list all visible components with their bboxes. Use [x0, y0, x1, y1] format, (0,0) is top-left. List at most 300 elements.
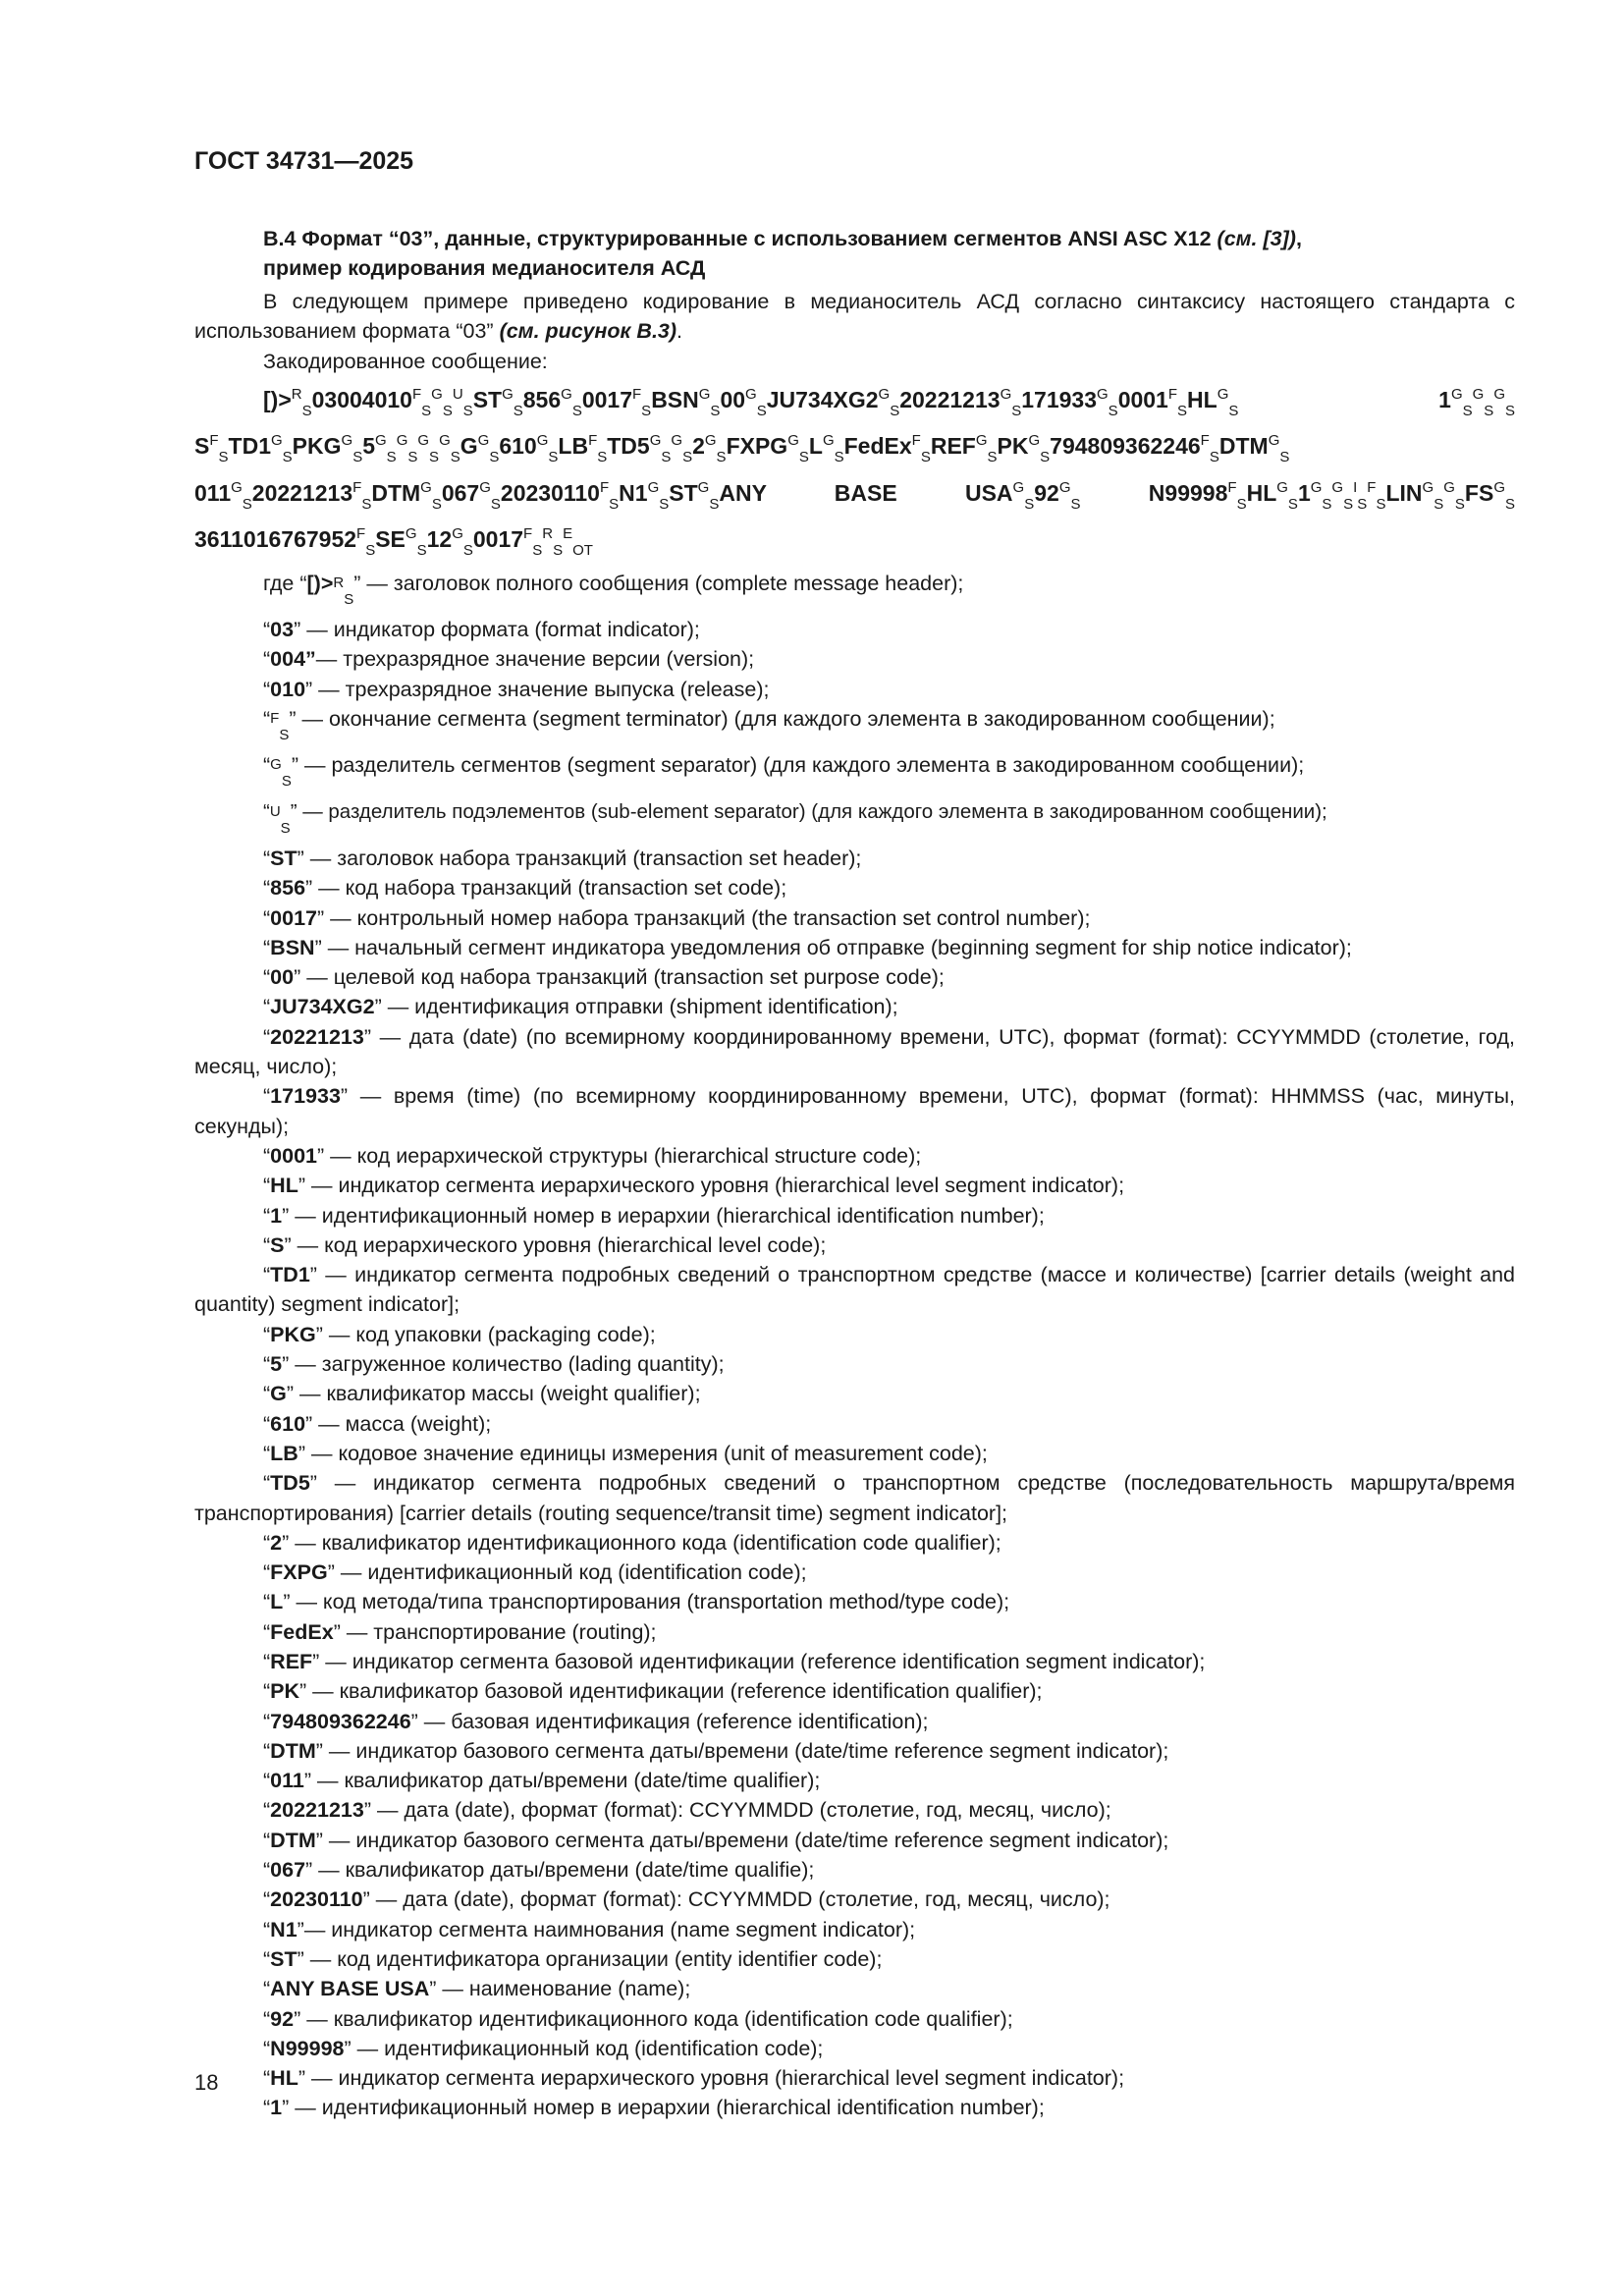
control-char-sub: S — [1209, 449, 1219, 466]
definition-code: N1 — [270, 1917, 298, 1941]
definition-code: 20221213 — [270, 1024, 364, 1049]
definition-item — [194, 1439, 1515, 1468]
definition-item — [194, 1944, 1515, 1974]
control-char-fs — [911, 432, 931, 466]
definition-open-quote: “ — [263, 2066, 271, 2091]
control-char-sub: S — [571, 402, 582, 419]
definition-item — [194, 1141, 1515, 1171]
definition-open-quote: “ — [263, 677, 271, 701]
control-char-sup: G — [745, 385, 757, 403]
control-char-sub: S — [1504, 402, 1515, 419]
encoded-token: 1 — [1297, 479, 1311, 506]
encoded-token: 20221213 — [251, 479, 353, 506]
definition-text: ” — индикатор сегмента иерархического уровня (hierarchical level segment indicator); — [298, 1174, 1125, 1198]
control-char-sub: S — [609, 495, 620, 513]
definition-item — [194, 1379, 1515, 1408]
control-char-sub: S — [1070, 495, 1081, 513]
definition-open-quote: “ — [263, 1174, 271, 1198]
control-char-sup: U — [269, 802, 281, 820]
definition-code: 00 — [270, 965, 295, 990]
control-char-sub: S — [834, 449, 844, 466]
control-char-sub: S — [281, 773, 292, 791]
control-char-sub: S — [1357, 495, 1368, 513]
section-title — [194, 224, 1515, 283]
encoded-token: 0001 — [1117, 386, 1168, 412]
definition-item — [194, 1468, 1515, 1528]
control-char-sub: S — [1322, 495, 1332, 513]
control-char-sup: G — [439, 432, 451, 450]
encoded-label: Закодированное сообщение: — [263, 349, 548, 373]
definition-text: ” — контрольный номер набора транзакций (the transaction set control number); — [317, 905, 1091, 930]
encoded-token: FedEx — [843, 433, 912, 460]
encoded-token: TD1 — [228, 433, 271, 460]
control-char-is — [1353, 478, 1368, 513]
control-char-gs — [417, 432, 440, 466]
control-char-sup: G — [647, 478, 660, 496]
control-char-sub: S — [386, 449, 397, 466]
control-char-sub: S — [987, 449, 998, 466]
control-char-sup: G — [822, 432, 835, 450]
definition-item — [194, 962, 1515, 992]
control-char-sup: F — [411, 385, 422, 403]
control-char-sub: S — [1236, 495, 1247, 513]
definition-text: ” — идентификационный номер в иерархии (hierarchical identification number); — [282, 2096, 1045, 2120]
definition-item — [194, 1201, 1515, 1230]
definition-text: ” — код метода/типа транспортирования (transportation method/type code); — [283, 1590, 1010, 1614]
control-char-sup: G — [536, 432, 549, 450]
definition-text: ” — время (time) (по всемирному координированному времени, UTC), формат (format): HHMMSS (час, минуты, секунды); — [194, 1084, 1515, 1138]
definition-text: ” — трехразрядное значение выпуска (release); — [305, 677, 770, 701]
definition-open-quote: “ — [263, 1679, 271, 1704]
definition-item — [194, 1707, 1515, 1736]
encoded-token: BSN — [651, 386, 699, 412]
definition-text: ” — индикатор формата (format indicator); — [294, 618, 700, 642]
control-char-gs — [502, 385, 523, 419]
definition-item — [194, 1766, 1515, 1795]
encoded-token: 011 — [194, 479, 232, 506]
definition-item — [194, 750, 1515, 796]
definition-open-quote: “ — [263, 1858, 271, 1883]
definition-code: 92 — [270, 2006, 295, 2031]
definition-open-quote: “ — [263, 1024, 271, 1049]
definition-code: HL — [270, 2066, 298, 2091]
definition-open-quote: “ — [263, 876, 271, 901]
definition-item — [194, 1349, 1515, 1379]
definition-text: ” — наименование (name); — [429, 1977, 691, 2001]
definition-item — [194, 615, 1515, 644]
definition-text: ” — идентификация отправки (shipment identification); — [374, 995, 898, 1019]
control-char-gs — [439, 432, 460, 466]
control-char-gs — [561, 385, 582, 419]
definition-open-quote: “ — [263, 1649, 271, 1673]
control-char-sub: S — [421, 402, 432, 419]
control-char-sub: S — [682, 449, 693, 466]
control-char-sup: G — [1028, 432, 1041, 450]
control-char-sup: G — [341, 432, 353, 450]
encoded-token: LIN — [1385, 479, 1423, 506]
intro-ref: (см. рисунок В.3) — [499, 319, 677, 344]
definition-text: ” — дата (date), формат (format): CCYYMMDD (столетие, год, месяц, число); — [363, 1798, 1111, 1823]
encoded-line-4 — [194, 519, 1515, 567]
definition-text: ” — код набора транзакций (transaction set code); — [305, 876, 787, 901]
encoded-token: 03004010 — [311, 386, 412, 412]
control-char-sup: G — [431, 385, 443, 403]
definition-item — [194, 844, 1515, 873]
definition-open-quote: “ — [263, 846, 271, 870]
definition-item — [194, 1022, 1515, 1082]
definition-text: ” — масса (weight); — [305, 1411, 492, 1436]
definition-code: HL — [270, 1174, 298, 1198]
definition-code: 20221213 — [270, 1798, 364, 1823]
control-char-sup: G — [1493, 385, 1505, 403]
control-char-sup: G — [1331, 478, 1344, 496]
definition-text: ” — индикатор сегмента подробных сведений о транспортном средстве (последовательность маршрута/время транспортирования) [carrier details (routing sequence/transit time) segment indicator]; — [194, 1471, 1515, 1525]
definition-code: 1 — [270, 2096, 283, 2120]
encoded-message — [194, 380, 1515, 567]
control-char-gs — [787, 432, 809, 466]
control-char-sup: F — [588, 432, 598, 450]
control-char-sub: S — [548, 449, 559, 466]
definition-open-quote: “ — [263, 1560, 271, 1585]
control-char-sup: G — [1276, 478, 1288, 496]
section-title-comma: , — [1295, 227, 1302, 250]
control-char-rs — [291, 385, 312, 419]
definition-open-quote: “ — [263, 799, 270, 823]
definition-code: G — [270, 1382, 287, 1406]
control-char-sub: S — [1108, 402, 1118, 419]
definition-text: ” — код упаковки (packaging code); — [315, 1322, 656, 1346]
control-char-sub: S — [513, 402, 523, 419]
control-char-sub: S — [442, 402, 453, 419]
definition-open-quote: “ — [263, 1709, 271, 1733]
control-char-sup: F — [599, 478, 610, 496]
definition-text: ” — квалификатор идентификационного кода (identification code qualifier); — [282, 1530, 1001, 1555]
control-char-sup: G — [1443, 478, 1455, 496]
control-char-sub: S — [361, 495, 372, 513]
encoded-token: DTM — [371, 479, 421, 506]
definition-open-quote: “ — [263, 1917, 271, 1941]
encoded-token: FXPG — [726, 433, 788, 460]
definition-text: ” — дата (date) (по всемирному координированному времени, UTC), формат (format): CCYYMMDD (столетие, год, месяц, число); — [194, 1024, 1515, 1079]
control-char-fs — [270, 704, 289, 750]
control-char-gs — [1217, 385, 1239, 419]
control-char-sub: S — [1287, 495, 1298, 513]
control-char-gs — [1058, 478, 1081, 513]
definition-item — [194, 1885, 1515, 1914]
control-char-sub: S — [661, 449, 672, 466]
definition-item — [194, 1617, 1515, 1647]
control-char-sup: G — [1493, 478, 1505, 496]
control-char-gs — [1422, 478, 1444, 513]
control-char-gs — [975, 432, 998, 466]
definition-code: 171933 — [270, 1084, 341, 1109]
control-char-sub: S — [1040, 449, 1051, 466]
definition-open-quote: “ — [263, 1977, 271, 2001]
definition-code: 03 — [270, 618, 295, 642]
control-char-sub: S — [242, 495, 252, 513]
definition-code: DTM — [270, 1828, 316, 1852]
definition-open-quote: “ — [263, 1619, 271, 1644]
definition-item — [194, 1320, 1515, 1349]
definition-open-quote: “ — [263, 1769, 271, 1793]
control-char-sup: U — [452, 385, 463, 403]
control-char-gs — [671, 432, 693, 466]
control-char-sub2: T — [583, 542, 593, 560]
control-char-sub: S — [1177, 402, 1188, 419]
control-char-sup: G — [1000, 385, 1012, 403]
definition-open-quote: “ — [263, 1946, 271, 1971]
definition-code: 1 — [270, 1203, 283, 1228]
control-char-gs — [420, 478, 442, 513]
definition-item — [194, 903, 1515, 933]
control-char-sup: R — [291, 385, 302, 403]
control-char-sub: S — [716, 449, 727, 466]
definition-text: — трехразрядное значение версии (version); — [315, 647, 755, 672]
definition-code: 610 — [270, 1411, 306, 1436]
control-char-us — [452, 385, 473, 419]
definition-code: PK — [270, 1679, 300, 1704]
control-char-sub: S — [756, 402, 767, 419]
definition-item — [194, 933, 1515, 962]
control-char-sub: S — [280, 819, 291, 837]
definition-text: ” — индикатор сегмента иерархического уровня (hierarchical level segment indicator); — [298, 2066, 1125, 2091]
definition-open-quote: “ — [263, 753, 271, 778]
control-char-gs — [704, 432, 727, 466]
control-char-gs — [1493, 478, 1515, 513]
definition-open-quote: “ — [263, 707, 271, 732]
definition-item — [194, 2093, 1515, 2122]
control-char-sup: G — [698, 385, 711, 403]
control-char-sub: S — [462, 542, 473, 560]
control-char-sub: S — [416, 542, 427, 560]
control-char-sup: G — [452, 525, 463, 543]
control-char-sup: G — [502, 385, 514, 403]
control-char-sup: G — [405, 525, 417, 543]
control-char-sub: S — [431, 495, 442, 513]
definition-item — [194, 1081, 1515, 1141]
control-char-sup: G — [1472, 385, 1485, 403]
control-char-sup: G — [1097, 385, 1109, 403]
control-char-sup: G — [270, 432, 283, 450]
control-char-sub: S — [218, 449, 229, 466]
control-char-us — [270, 797, 291, 844]
encoded-token: L — [808, 433, 823, 460]
encoded-line-1 — [194, 380, 1515, 427]
intro-text: В следующем примере приведено кодирование в медианоситель АСД согласно синтаксису настоящего стандарта с использованием формата “03” — [194, 290, 1515, 344]
encoded-token: 20221213 — [899, 386, 1001, 412]
control-char-gs — [405, 525, 427, 560]
control-char-gs — [1472, 385, 1494, 419]
definition-item — [194, 1230, 1515, 1260]
definition-text: ” — квалификатор даты/времени (date/time qualifie); — [305, 1858, 815, 1883]
encoded-token: ST — [472, 386, 503, 412]
control-char-fs — [1227, 478, 1247, 513]
definition-code: 2 — [270, 1530, 283, 1555]
control-char-fs — [1200, 432, 1219, 466]
control-char-sup: G — [1217, 385, 1229, 403]
control-char-gs — [1310, 478, 1332, 513]
control-char-sup: G — [561, 385, 572, 403]
control-char-sub: S — [641, 402, 652, 419]
control-char-sup: F — [270, 710, 280, 728]
control-char-sup: G — [1012, 478, 1025, 496]
definition-open-quote: “ — [263, 1352, 271, 1377]
control-char-sup: R — [333, 574, 345, 591]
control-char-sup: G — [1310, 478, 1323, 496]
control-char-sup: G — [420, 478, 432, 496]
encoded-token: 0017 — [581, 386, 632, 412]
encoded-token: 5 — [362, 433, 375, 460]
control-char-sup: F — [356, 525, 366, 543]
definition-item — [194, 1260, 1515, 1320]
control-char-sup: F — [523, 525, 533, 543]
encoded-token: REF — [930, 433, 976, 460]
control-char-gs — [477, 432, 500, 466]
definition-text: ” — заголовок полного сообщения (complete message header); — [353, 571, 964, 595]
definition-item — [194, 2004, 1515, 2034]
control-char-sup: G — [975, 432, 988, 450]
control-char-fs — [632, 385, 652, 419]
encoded-token: 3611016767952 — [194, 526, 357, 553]
control-char-sup: R — [542, 525, 554, 543]
definition-item — [194, 1736, 1515, 1766]
control-char-sup: F — [1167, 385, 1178, 403]
encoded-line-2 — [194, 426, 1515, 473]
definition-item — [194, 569, 1515, 615]
definitions-list — [194, 569, 1515, 2123]
control-char-gs — [1028, 432, 1051, 466]
control-char-gs — [878, 385, 900, 419]
encoded-token: PK — [997, 433, 1029, 460]
encoded-token: 1 — [1238, 386, 1451, 412]
control-char-fs — [352, 478, 372, 513]
definition-item — [194, 1528, 1515, 1558]
control-char-gs — [649, 432, 672, 466]
definition-text: ” — код идентификатора организации (entity identifier code); — [297, 1946, 883, 1971]
definition-item — [194, 1587, 1515, 1616]
control-char-rs — [333, 569, 353, 615]
definition-open-quote: “ — [263, 905, 271, 930]
control-char-sup: G — [671, 432, 683, 450]
control-char-sub: S — [709, 495, 720, 513]
definition-code: 004” — [270, 647, 316, 672]
control-char-sup: F — [209, 432, 219, 450]
control-char-sub: S — [301, 402, 312, 419]
control-char-sub: S — [489, 449, 500, 466]
encoded-token: FS — [1464, 479, 1494, 506]
definition-text: ” — квалификатор идентификационного кода (identification code qualifier); — [294, 2006, 1013, 2031]
control-char-sub: S — [282, 449, 293, 466]
control-char-gs — [375, 432, 397, 466]
control-char-gs — [1268, 432, 1290, 466]
encoded-token: 794809362246 — [1050, 433, 1201, 460]
definition-open-quote: где “ — [263, 571, 307, 595]
encoded-token: 92 — [1034, 479, 1059, 506]
definition-text: ” — разделитель сегментов (segment separator) (для каждого элемента в закодированном сообщении); — [291, 753, 1305, 778]
control-char-gs — [270, 750, 292, 796]
definition-code: 856 — [270, 876, 306, 901]
definition-open-quote: “ — [263, 1441, 271, 1465]
control-char-sub: S — [352, 449, 363, 466]
control-char-sup: F — [911, 432, 921, 450]
control-char-sub: S — [1376, 495, 1386, 513]
definition-text: ” — индикатор сегмента базовой идентификации (reference identification segment indicator); — [312, 1649, 1206, 1673]
definition-open-quote: “ — [263, 1798, 271, 1823]
encoded-token: DTM — [1218, 433, 1269, 460]
control-char-sub: S — [365, 542, 376, 560]
document-id: ГОСТ 34731—2025 — [194, 147, 414, 175]
definition-code: TD1 — [270, 1263, 310, 1287]
definition-open-quote: “ — [263, 965, 271, 990]
control-char-gs — [1012, 478, 1035, 513]
control-char-gs — [270, 432, 293, 466]
control-char-gs — [1493, 385, 1515, 419]
definition-item — [194, 1826, 1515, 1855]
encoded-token: 067 — [441, 479, 480, 506]
document-body — [194, 224, 1515, 2123]
control-char-gs — [745, 385, 767, 419]
control-char-sub: S — [429, 449, 440, 466]
definition-code: 20230110 — [270, 1887, 363, 1912]
definition-open-quote: “ — [263, 1263, 271, 1287]
control-char-sup: G — [704, 432, 717, 450]
definition-text: ” — дата (date), формат (format): CCYYMMDD (столетие, год, месяц, число); — [362, 1887, 1110, 1912]
definition-text: ” — окончание сегмента (segment terminator) (для каждого элемента в закодированном сообщении); — [289, 707, 1275, 732]
definition-code: 0017 — [270, 905, 318, 930]
definition-text: ” — базовая идентификация (reference identification); — [410, 1709, 929, 1733]
control-char-gs — [341, 432, 363, 466]
definition-open-quote: “ — [263, 1590, 271, 1614]
control-char-gs — [1450, 385, 1473, 419]
control-char-sup: G — [1058, 478, 1071, 496]
control-char-fs — [588, 432, 608, 466]
section-title-ref: (см. [3]) — [1217, 227, 1296, 250]
definition-text: ” — квалификатор массы (weight qualifier); — [286, 1382, 701, 1406]
control-char-sub: S — [798, 449, 809, 466]
encoded-token: N99998 — [1080, 479, 1228, 506]
definition-text: ” — кодовое значение единицы измерения (unit of measurement code); — [298, 1441, 988, 1465]
definition-item — [194, 1855, 1515, 1885]
control-char-gs — [822, 432, 844, 466]
definition-text: ”— индикатор сегмента наимнования (name segment indicator); — [297, 1917, 916, 1941]
encoded-token: 2 — [692, 433, 705, 460]
definition-item — [194, 1915, 1515, 1944]
control-char-gs — [479, 478, 501, 513]
definition-text: ” — квалификатор даты/времени (date/time qualifier); — [303, 1769, 821, 1793]
definition-item — [194, 873, 1515, 902]
definition-item — [194, 2034, 1515, 2063]
definition-code: JU734XG2 — [270, 995, 375, 1019]
control-char-sub: O — [572, 542, 584, 560]
definition-open-quote: “ — [263, 1530, 271, 1555]
control-char-sub: S — [710, 402, 721, 419]
definition-item — [194, 1795, 1515, 1825]
control-char-gs — [1276, 478, 1298, 513]
section-title-line2: пример кодирования медианосителя АСД — [263, 256, 706, 280]
definition-open-quote: “ — [263, 1828, 271, 1852]
encoded-token: HL — [1187, 386, 1217, 412]
control-char-sup: G — [1450, 385, 1463, 403]
control-char-sup: G — [1268, 432, 1280, 450]
control-char-sub: S — [1228, 402, 1239, 419]
control-char-sub: S — [920, 449, 931, 466]
definition-code: 0001 — [270, 1143, 318, 1168]
definition-code: ANY BASE USA — [270, 1977, 430, 2001]
definition-text: ” — код иерархической структуры (hierarchical structure code); — [317, 1143, 922, 1168]
definition-open-quote: “ — [263, 1084, 271, 1109]
control-char-gs — [1097, 385, 1118, 419]
definition-code: BSN — [270, 935, 315, 959]
